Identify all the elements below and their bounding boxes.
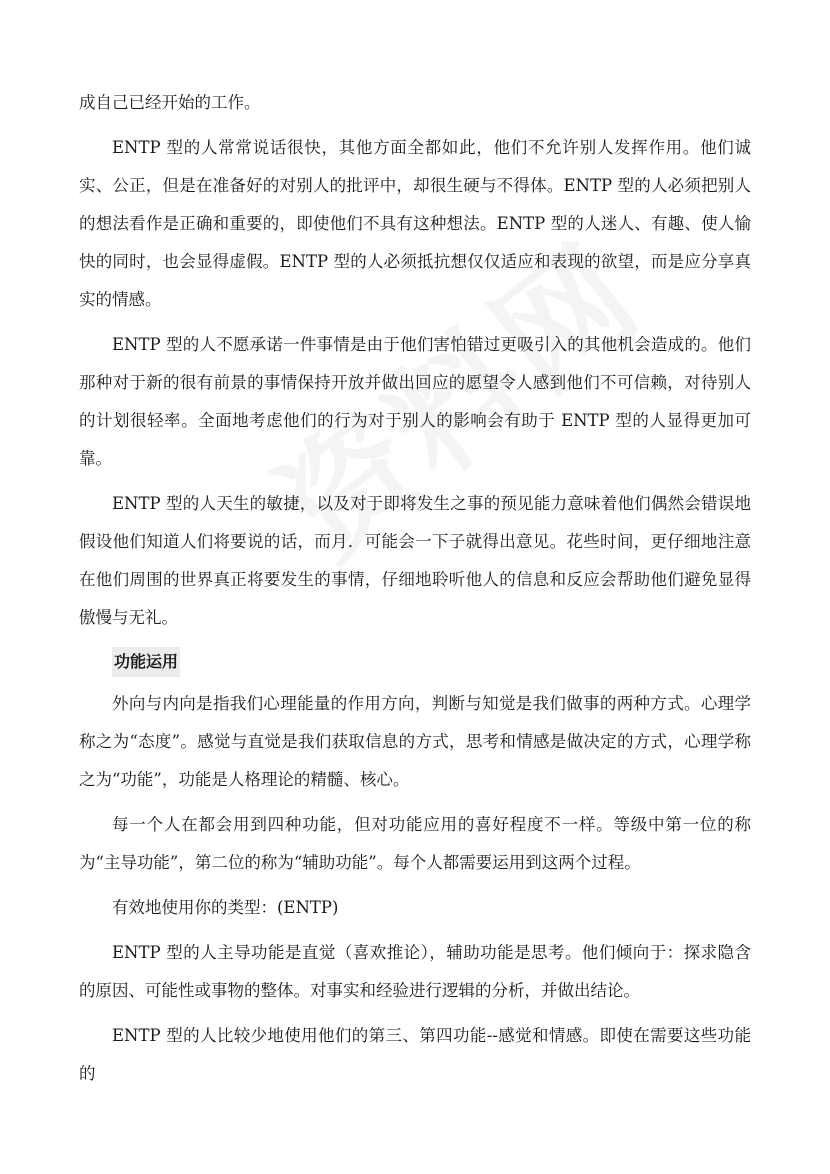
paragraph: ENTP 型的人常常说话很快，其他方面全都如此，他们不允许别人发挥作用。他们诚实、公正，但是在准备好的对别人的批评中，却很生硬与不得体。ENTP 型的人必须把别人的想法看作是正确和重要的，即使他们不具有这种想法。ENTP 型的人迷人、有趣、使人愉快的同时，也会显得虚假。ENTP 型的人必须抵抗想仅仅适应和表现的欲望，而是应分享真实的情感。 [79, 138, 751, 309]
section-heading-wrap [79, 647, 751, 677]
section-heading: 功能运用 [112, 647, 180, 677]
paragraph: 每一个人在都会用到四种功能，但对功能应用的喜好程度不一样。等级中第一位的称为“主导功能”，第二位的称为“辅助功能”。每个人都需要运用到这两个过程。 [79, 815, 751, 872]
paragraph: 成自己已经开始的工作。 [79, 93, 261, 112]
paragraph: ENTP 型的人比较少地使用他们的第三、第四功能--感觉和情感。即使在需要这些功能的 [79, 1026, 751, 1083]
paragraph: 外向与内向是指我们心理能量的作用方向，判断与知觉是我们做事的两种方式。心理学称之为“态度”。感觉与直觉是我们获取信息的方式，思考和情感是做决定的方式，心理学称之为“功能”，功能是人格理论的精髓、核心。 [79, 694, 751, 789]
paragraph: 有效地使用你的类型：(ENTP) [112, 898, 339, 917]
paragraph: ENTP 型的人不愿承诺一件事情是由于他们害怕错过更吸引入的其他机会造成的。他们那种对于新的很有前景的事情保持开放并做出回应的愿望令人感到他们不可信赖，对待别人的计划很轻率。全面地考虑他们的行为对于别人的影响会有助于 ENTP 型的人显得更加可靠。 [79, 335, 751, 468]
paragraph: ENTP 型的人天生的敏捷，以及对于即将发生之事的预见能力意味着他们偶然会错误地假设他们知道人们将要说的话，而月．可能会一下子就得出意见。花些时间，更仔细地注意在他们周围的世界真正将要发生的事情，仔细地聆听他人的信息和反应会帮助他们避免显得傲慢与无礼。 [79, 494, 751, 627]
paragraph: ENTP 型的人主导功能是直觉（喜欢推论），辅助功能是思考。他们倾向于：探求隐含的原因、可能性或事物的整体。对事实和经验进行逻辑的分析，并做出结论。 [79, 943, 751, 1000]
document-body [79, 84, 751, 1093]
